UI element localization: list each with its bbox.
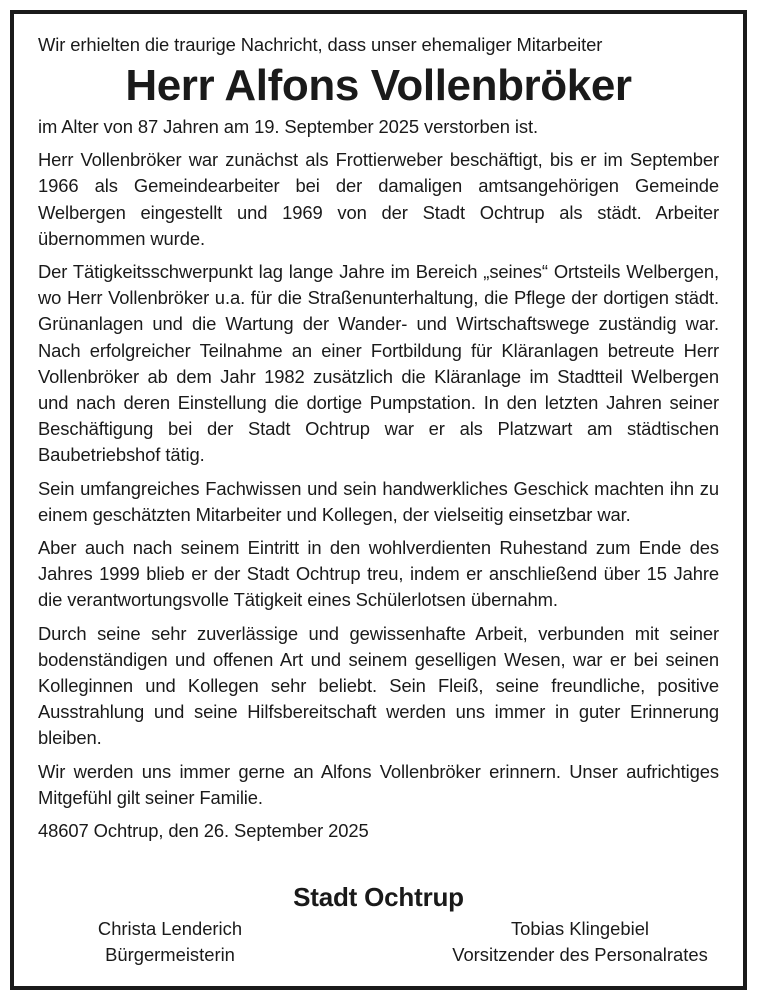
- obituary-notice: [38, 30, 719, 844]
- paragraph-career: Herr Vollenbröker war zunächst als Frottierweber beschäftigt, bis er im September 1966 als Gemeindearbeiter bei der damaligen amtsangehörigen Gemeinde Welbergen eingestellt und 1969 von der Stadt Ochtrup als städt. Arbeiter übernommen wurde.: [38, 149, 719, 249]
- intro-text: Wir erhielten die traurige Nachricht, dass unser ehemaliger Mitarbeiter: [38, 34, 603, 55]
- paragraph-character: Durch seine sehr zuverlässige und gewissenhafte Arbeit, verbunden mit seiner bodenständigen und offenen Art und seinem geselligen Wesen, war er bei seinen Kolleginnen und Kollegen sehr beliebt. Sein Fleiß, seine freundliche, positive Ausstrahlung und seine Hilfsbereitschaft werden uns immer in guter Erinnerung bleiben.: [38, 622, 719, 749]
- age-line: im Alter von 87 Jahren am 19. September 2025 verstorben ist.: [38, 116, 539, 137]
- signatory-name: Tobias Klingebiel: [510, 918, 650, 939]
- deceased-name: Herr Alfons Vollenbröker: [125, 61, 632, 110]
- signatory-council: [440, 916, 720, 968]
- paragraph-remembrance: Wir werden uns immer gerne an Alfons Vollenbröker erinnern. Unser aufrichtiges Mitgefühl gilt seiner Familie.: [38, 760, 719, 808]
- organization-name: Stadt Ochtrup: [293, 882, 464, 912]
- signatory-name: Christa Lenderich: [97, 918, 243, 939]
- paragraph-retirement: Aber auch nach seinem Eintritt in den wohlverdienten Ruhestand zum Ende des Jahres 1999 blieb er der Stadt Ochtrup treu, indem er anschließend über 15 Jahre die verantwortungsvolle Tätigkeit eines Schülerlotsen übernahm.: [38, 537, 719, 611]
- signatory-title: Bürgermeisterin: [105, 944, 235, 965]
- place-date: 48607 Ochtrup, den 26. September 2025: [38, 820, 369, 842]
- paragraph-duties: Der Tätigkeitsschwerpunkt lag lange Jahre im Bereich „seines“ Ortsteils Welbergen, wo Herr Vollenbröker u.a. für die Straßenunterhaltung, die Pflege der dortigen städt. Grünanlagen und die Wartung der Wander- und Wirtschaftswege zuständig war. Nach erfolgreicher Teilnahme an einer Fortbildung für Kläranlagen betreute Herr Vollenbröker ab dem Jahr 1982 zusätzlich die Kläranlage im Stadtteil Welbergen und nach deren Einstellung die dortige Pumpstation. In den letzten Jahren seiner Beschäftigung bei der Stadt Ochtrup war er als Platzwart am städtischen Baubetriebshof tätig.: [38, 261, 719, 466]
- paragraph-skills: Sein umfangreiches Fachwissen und sein handwerkliches Geschick machten ihn zu einem geschätzten Mitarbeiter und Kollegen, der vielseitig einsetzbar war.: [38, 477, 719, 525]
- signatory-mayor: [80, 916, 260, 968]
- signatory-title: Vorsitzender des Personalrates: [452, 944, 708, 965]
